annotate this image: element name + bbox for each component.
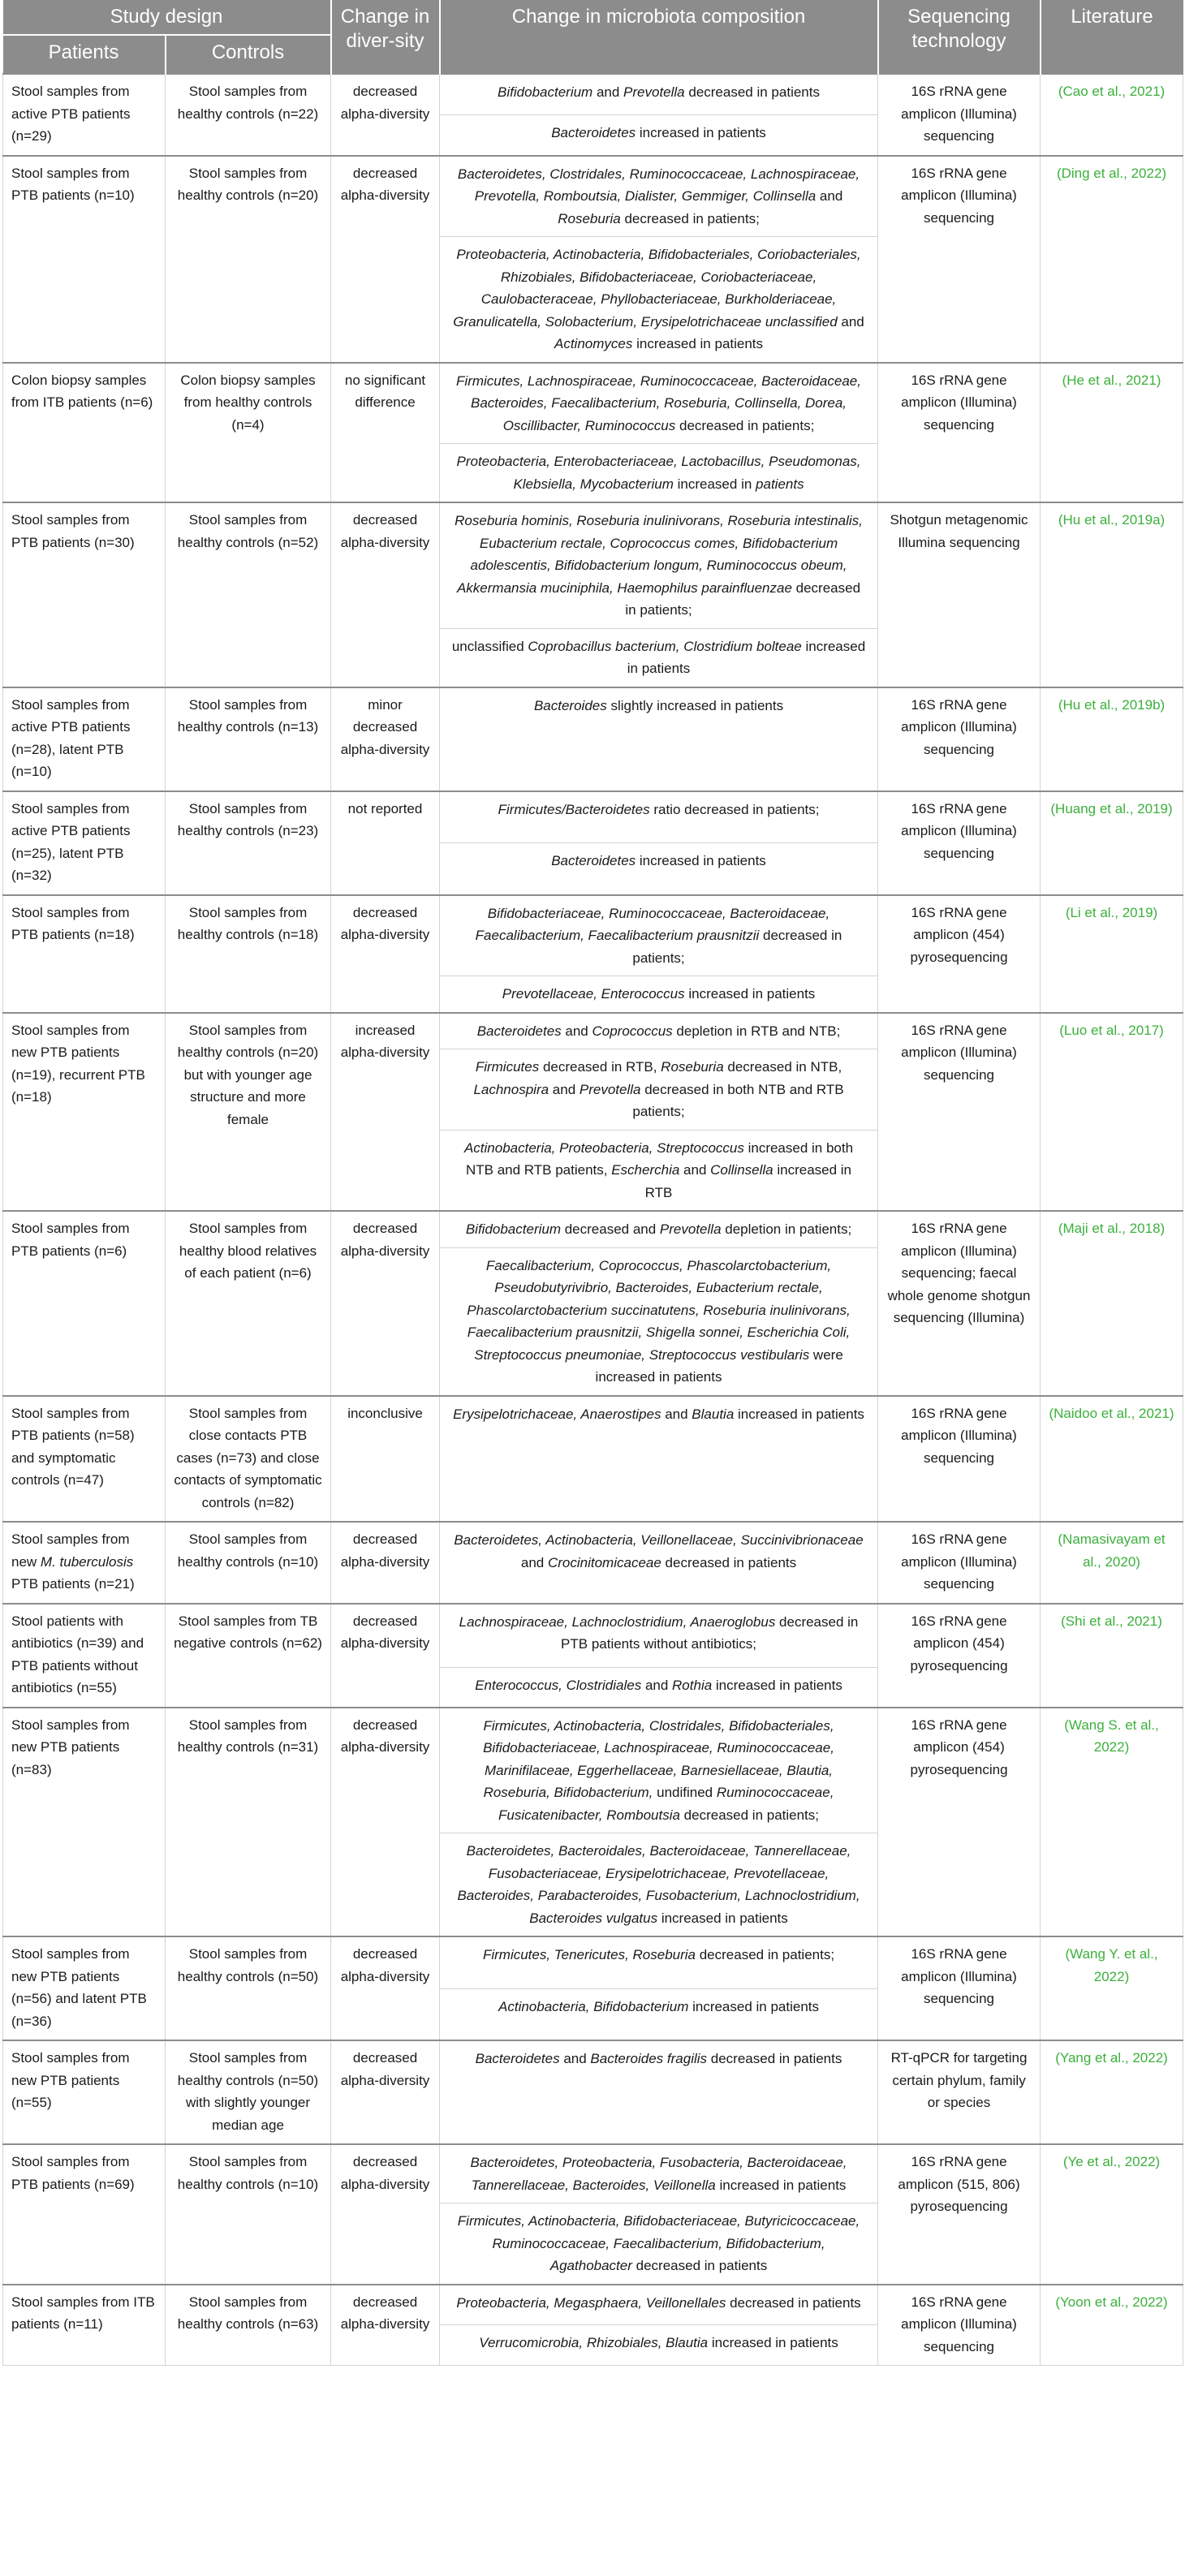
cell-literature-link[interactable]: (Ding et al., 2022) <box>1041 156 1183 363</box>
cell-literature-link[interactable]: (Wang Y. et al., 2022) <box>1041 1936 1183 2040</box>
cell-sequencing: 16S rRNA gene amplicon (Illumina) sequencing <box>878 1013 1041 1212</box>
cell-controls: Stool samples from healthy controls (n=23) <box>166 791 331 895</box>
table-row <box>3 2144 1183 2203</box>
cell-sequencing: 16S rRNA gene amplicon (Illumina) sequencing <box>878 687 1041 791</box>
table-row <box>3 1013 1183 1049</box>
cell-composition-change: Proteobacteria, Megasphaera, Veillonellales decreased in patients <box>440 2285 878 2325</box>
cell-controls: Stool samples from healthy controls (n=50) with slightly younger median age <box>166 2040 331 2144</box>
table-row <box>3 895 1183 976</box>
cell-patients: Stool samples from PTB patients (n=18) <box>3 895 166 1013</box>
cell-sequencing: 16S rRNA gene amplicon (454) pyrosequencing <box>878 1604 1041 1708</box>
cell-composition-change: Bacteroidetes increased in patients <box>440 843 878 895</box>
header-controls: Controls <box>166 35 331 74</box>
cell-diversity: decreased alpha-diversity <box>331 2040 440 2144</box>
cell-patients: Stool samples from PTB patients (n=69) <box>3 2144 166 2285</box>
table-row <box>3 1604 1183 1668</box>
cell-diversity: increased alpha-diversity <box>331 1013 440 1212</box>
cell-patients: Stool patients with antibiotics (n=39) and PTB patients without antibiotics (n=55) <box>3 1604 166 1708</box>
cell-diversity: decreased alpha-diversity <box>331 895 440 1013</box>
table-row <box>3 1936 1183 1988</box>
cell-controls: Stool samples from healthy controls (n=63) <box>166 2285 331 2366</box>
cell-diversity: decreased alpha-diversity <box>331 1604 440 1708</box>
cell-patients: Stool samples from PTB patients (n=58) and symptomatic controls (n=47) <box>3 1396 166 1523</box>
cell-composition-change: Bacteroidetes, Actinobacteria, Veillonellaceae, Succinivibrionaceae and Crocinitomicaceae decreased in patients <box>440 1522 878 1604</box>
cell-composition-change: Actinobacteria, Proteobacteria, Streptococcus increased in both NTB and RTB patients, Escherchia and Collinsella increased in RTB <box>440 1130 878 1211</box>
cell-patients: Stool samples from active PTB patients (n=29) <box>3 74 166 156</box>
microbiota-study-table <box>2 0 1183 2366</box>
cell-sequencing: 16S rRNA gene amplicon (Illumina) sequencing <box>878 1936 1041 2040</box>
cell-patients: Stool samples from ITB patients (n=11) <box>3 2285 166 2366</box>
header-change-composition: Change in microbiota composition <box>440 0 878 74</box>
table-row <box>3 502 1183 628</box>
cell-sequencing: 16S rRNA gene amplicon (454) pyrosequencing <box>878 895 1041 1013</box>
cell-composition-change: Firmicutes, Actinobacteria, Bifidobacteriaceae, Butyricicoccaceae, Ruminococcaceae, Faecalibacterium, Bifidobacterium, Agathobacter decreased in patients <box>440 2203 878 2285</box>
table-body <box>3 74 1183 2366</box>
cell-patients: Stool samples from PTB patients (n=6) <box>3 1211 166 1396</box>
cell-controls: Stool samples from healthy controls (n=10) <box>166 1522 331 1604</box>
cell-diversity: decreased alpha-diversity <box>331 156 440 363</box>
cell-controls: Stool samples from healthy controls (n=20) but with younger age structure and more female <box>166 1013 331 1212</box>
cell-controls: Stool samples from healthy controls (n=13) <box>166 687 331 791</box>
table-row <box>3 1396 1183 1523</box>
cell-controls: Stool samples from healthy controls (n=10) <box>166 2144 331 2285</box>
cell-sequencing: 16S rRNA gene amplicon (Illumina) sequencing <box>878 74 1041 156</box>
cell-controls: Stool samples from healthy controls (n=22) <box>166 74 331 156</box>
cell-controls: Stool samples from healthy controls (n=50) <box>166 1936 331 2040</box>
cell-diversity: decreased alpha-diversity <box>331 1211 440 1396</box>
cell-patients: Stool samples from new PTB patients (n=19), recurrent PTB (n=18) <box>3 1013 166 1212</box>
table-row <box>3 363 1183 444</box>
cell-diversity: minor decreased alpha-diversity <box>331 687 440 791</box>
cell-patients: Stool samples from new PTB patients (n=83) <box>3 1708 166 1937</box>
cell-literature-link[interactable]: (Huang et al., 2019) <box>1041 791 1183 895</box>
cell-sequencing: 16S rRNA gene amplicon (Illumina) sequencing <box>878 791 1041 895</box>
cell-composition-change: Bacteroidetes, Proteobacteria, Fusobacteria, Bacteroidaceae, Tannerellaceae, Bacteroides, Veillonella increased in patients <box>440 2144 878 2203</box>
cell-literature-link[interactable]: (Naidoo et al., 2021) <box>1041 1396 1183 1523</box>
cell-sequencing: 16S rRNA gene amplicon (Illumina) sequencing; faecal whole genome shotgun sequencing (Illumina) <box>878 1211 1041 1396</box>
cell-diversity: decreased alpha-diversity <box>331 1936 440 2040</box>
cell-composition-change: Verrucomicrobia, Rhizobiales, Blautia increased in patients <box>440 2325 878 2366</box>
cell-sequencing: 16S rRNA gene amplicon (515, 806) pyrosequencing <box>878 2144 1041 2285</box>
cell-composition-change: Roseburia hominis, Roseburia inulinivorans, Roseburia intestinalis, Eubacterium rectale, Coprococcus comes, Bifidobacterium adolescentis, Bifidobacterium longum, Ruminococcus obeum, Akkermansia muciniphila, Haemophilus parainfluenzae decreased in patients; <box>440 502 878 628</box>
cell-diversity: decreased alpha-diversity <box>331 2285 440 2366</box>
cell-patients: Stool samples from new M. tuberculosis PTB patients (n=21) <box>3 1522 166 1604</box>
cell-composition-change: Enterococcus, Clostridiales and Rothia increased in patients <box>440 1667 878 1707</box>
cell-patients: Stool samples from PTB patients (n=30) <box>3 502 166 687</box>
table-header <box>3 0 1183 74</box>
table-row <box>3 791 1183 843</box>
cell-patients: Stool samples from active PTB patients (n=28), latent PTB (n=10) <box>3 687 166 791</box>
cell-composition-change: Firmicutes/Bacteroidetes ratio decreased in patients; <box>440 791 878 843</box>
cell-composition-change: Firmicutes, Tenericutes, Roseburia decreased in patients; <box>440 1936 878 1988</box>
table-row <box>3 2040 1183 2144</box>
cell-composition-change: Bacteroidetes increased in patients <box>440 114 878 155</box>
table-row <box>3 156 1183 237</box>
cell-composition-change: Firmicutes, Lachnospiraceae, Ruminococcaceae, Bacteroidaceae, Bacteroides, Faecalibacterium, Roseburia, Collinsella, Dorea, Oscillibacter, Ruminococcus decreased in patients; <box>440 363 878 444</box>
cell-literature-link[interactable]: (Namasivayam et al., 2020) <box>1041 1522 1183 1604</box>
cell-composition-change: Bacteroidetes, Bacteroidales, Bacteroidaceae, Tannerellaceae, Fusobacteriaceae, Erysipelotrichaceae, Prevotellaceae, Bacteroides, Parabacteroides, Fusobacterium, Lachnoclostridium, Bacteroides vulgatus increased in patients <box>440 1833 878 1937</box>
cell-diversity: inconclusive <box>331 1396 440 1523</box>
cell-controls: Stool samples from healthy controls (n=31) <box>166 1708 331 1937</box>
cell-controls: Stool samples from healthy blood relatives of each patient (n=6) <box>166 1211 331 1396</box>
cell-composition-change: Actinobacteria, Bifidobacterium increased in patients <box>440 1988 878 2040</box>
header-patients: Patients <box>3 35 166 74</box>
cell-sequencing: RT-qPCR for targeting certain phylum, family or species <box>878 2040 1041 2144</box>
cell-literature-link[interactable]: (Shi et al., 2021) <box>1041 1604 1183 1708</box>
cell-literature-link[interactable]: (Yang et al., 2022) <box>1041 2040 1183 2144</box>
cell-controls: Stool samples from healthy controls (n=52) <box>166 502 331 687</box>
cell-controls: Stool samples from TB negative controls (n=62) <box>166 1604 331 1708</box>
cell-patients: Stool samples from PTB patients (n=10) <box>3 156 166 363</box>
cell-diversity: decreased alpha-diversity <box>331 1522 440 1604</box>
cell-patients: Colon biopsy samples from ITB patients (n=6) <box>3 363 166 503</box>
cell-composition-change: Bacteroidetes and Bacteroides fragilis decreased in patients <box>440 2040 878 2144</box>
cell-diversity: no significant difference <box>331 363 440 503</box>
cell-literature-link[interactable]: (Cao et al., 2021) <box>1041 74 1183 156</box>
cell-diversity: decreased alpha-diversity <box>331 502 440 687</box>
cell-controls: Stool samples from close contacts PTB cases (n=73) and close contacts of symptomatic controls (n=82) <box>166 1396 331 1523</box>
cell-literature-link[interactable]: (Luo et al., 2017) <box>1041 1013 1183 1212</box>
table-row <box>3 1708 1183 1833</box>
cell-literature-link[interactable]: (Li et al., 2019) <box>1041 895 1183 1013</box>
cell-diversity: decreased alpha-diversity <box>331 74 440 156</box>
cell-composition-change: Prevotellaceae, Enterococcus increased in patients <box>440 976 878 1013</box>
cell-sequencing: 16S rRNA gene amplicon (Illumina) sequencing <box>878 2285 1041 2366</box>
cell-composition-change: Lachnospiraceae, Lachnoclostridium, Anaeroglobus decreased in PTB patients without antibiotics; <box>440 1604 878 1668</box>
cell-sequencing: 16S rRNA gene amplicon (Illumina) sequencing <box>878 156 1041 363</box>
cell-composition-change: Bacteroidetes and Coprococcus depletion in RTB and NTB; <box>440 1013 878 1049</box>
cell-composition-change: Proteobacteria, Actinobacteria, Bifidobacteriales, Coriobacteriales, Rhizobiales, Bifidobacteriaceae, Coriobacteriaceae, Caulobacteraceae, Phyllobacteriaceae, Burkholderiaceae, Granulicatella, Solobacterium, Erysipelotrichaceae unclassified and Actinomyces increased in patients <box>440 237 878 363</box>
cell-patients: Stool samples from active PTB patients (n=25), latent PTB (n=32) <box>3 791 166 895</box>
cell-literature-link[interactable]: (Wang S. et al., 2022) <box>1041 1708 1183 1937</box>
cell-literature-link[interactable]: (Maji et al., 2018) <box>1041 1211 1183 1396</box>
cell-composition-change: Bifidobacterium decreased and Prevotella depletion in patients; <box>440 1211 878 1247</box>
cell-controls: Stool samples from healthy controls (n=20) <box>166 156 331 363</box>
cell-diversity: not reported <box>331 791 440 895</box>
cell-controls: Stool samples from healthy controls (n=18) <box>166 895 331 1013</box>
cell-sequencing: 16S rRNA gene amplicon (454) pyrosequencing <box>878 1708 1041 1937</box>
cell-composition-change: Firmicutes, Actinobacteria, Clostridales, Bifidobacteriales, Bifidobacteriaceae, Lachnospiraceae, Ruminococcaceae, Marinifilaceae, Eggerhellaceae, Barnesiellaceae, Blautia, Roseburia, Bifidobacterium, undifined Ruminococcaceae, Fusicatenibacter, Romboutsia decreased in patients; <box>440 1708 878 1833</box>
cell-sequencing: 16S rRNA gene amplicon (Illumina) sequencing <box>878 1522 1041 1604</box>
header-literature: Literature <box>1041 0 1183 74</box>
cell-sequencing: 16S rRNA gene amplicon (Illumina) sequencing <box>878 363 1041 503</box>
cell-composition-change: Bifidobacterium and Prevotella decreased in patients <box>440 74 878 114</box>
cell-composition-change: Proteobacteria, Enterobacteriaceae, Lactobacillus, Pseudomonas, Klebsiella, Mycobacterium increased in patients <box>440 444 878 503</box>
cell-composition-change: Bifidobacteriaceae, Ruminococcaceae, Bacteroidaceae, Faecalibacterium, Faecalibacterium prausnitzii decreased in patients; <box>440 895 878 976</box>
cell-composition-change: Bacteroidetes, Clostridales, Ruminococcaceae, Lachnospiraceae, Prevotella, Romboutsia, Dialister, Gemmiger, Collinsella and Roseburia decreased in patients; <box>440 156 878 237</box>
cell-composition-change: unclassified Coprobacillus bacterium, Clostridium bolteae increased in patients <box>440 628 878 687</box>
table-row <box>3 1522 1183 1604</box>
cell-sequencing: 16S rRNA gene amplicon (Illumina) sequencing <box>878 1396 1041 1523</box>
cell-literature-link[interactable]: (Hu et al., 2019b) <box>1041 687 1183 791</box>
table-row <box>3 74 1183 114</box>
cell-composition-change: Faecalibacterium, Coprococcus, Phascolarctobacterium, Pseudobutyrivibrio, Bacteroides, Eubacterium rectale, Phascolarctobacterium succinatutens, Roseburia inulinivorans, Faecalibacterium prausnitzii, Shigella sonnei, Escherichia Coli, Streptococcus pneumoniae, Streptococcus vestibularis were increased in patients <box>440 1247 878 1396</box>
cell-diversity: decreased alpha-diversity <box>331 2144 440 2285</box>
header-change-diversity: Change in diver-sity <box>331 0 440 74</box>
cell-literature-link[interactable]: (Yoon et al., 2022) <box>1041 2285 1183 2366</box>
cell-composition-change: Firmicutes decreased in RTB, Roseburia decreased in NTB, Lachnospira and Prevotella decreased in both NTB and RTB patients; <box>440 1049 878 1131</box>
cell-diversity: decreased alpha-diversity <box>331 1708 440 1937</box>
cell-composition-change: Bacteroides slightly increased in patients <box>440 687 878 791</box>
cell-literature-link[interactable]: (He et al., 2021) <box>1041 363 1183 503</box>
table-row <box>3 2285 1183 2325</box>
cell-literature-link[interactable]: (Hu et al., 2019a) <box>1041 502 1183 687</box>
header-study-design: Study design <box>3 0 331 35</box>
table-row <box>3 1211 1183 1247</box>
header-sequencing: Sequencing technology <box>878 0 1041 74</box>
table-row <box>3 687 1183 791</box>
cell-composition-change: Erysipelotrichaceae, Anaerostipes and Blautia increased in patients <box>440 1396 878 1523</box>
cell-sequencing: Shotgun metagenomic Illumina sequencing <box>878 502 1041 687</box>
cell-patients: Stool samples from new PTB patients (n=55) <box>3 2040 166 2144</box>
cell-patients: Stool samples from new PTB patients (n=56) and latent PTB (n=36) <box>3 1936 166 2040</box>
cell-controls: Colon biopsy samples from healthy controls (n=4) <box>166 363 331 503</box>
cell-literature-link[interactable]: (Ye et al., 2022) <box>1041 2144 1183 2285</box>
